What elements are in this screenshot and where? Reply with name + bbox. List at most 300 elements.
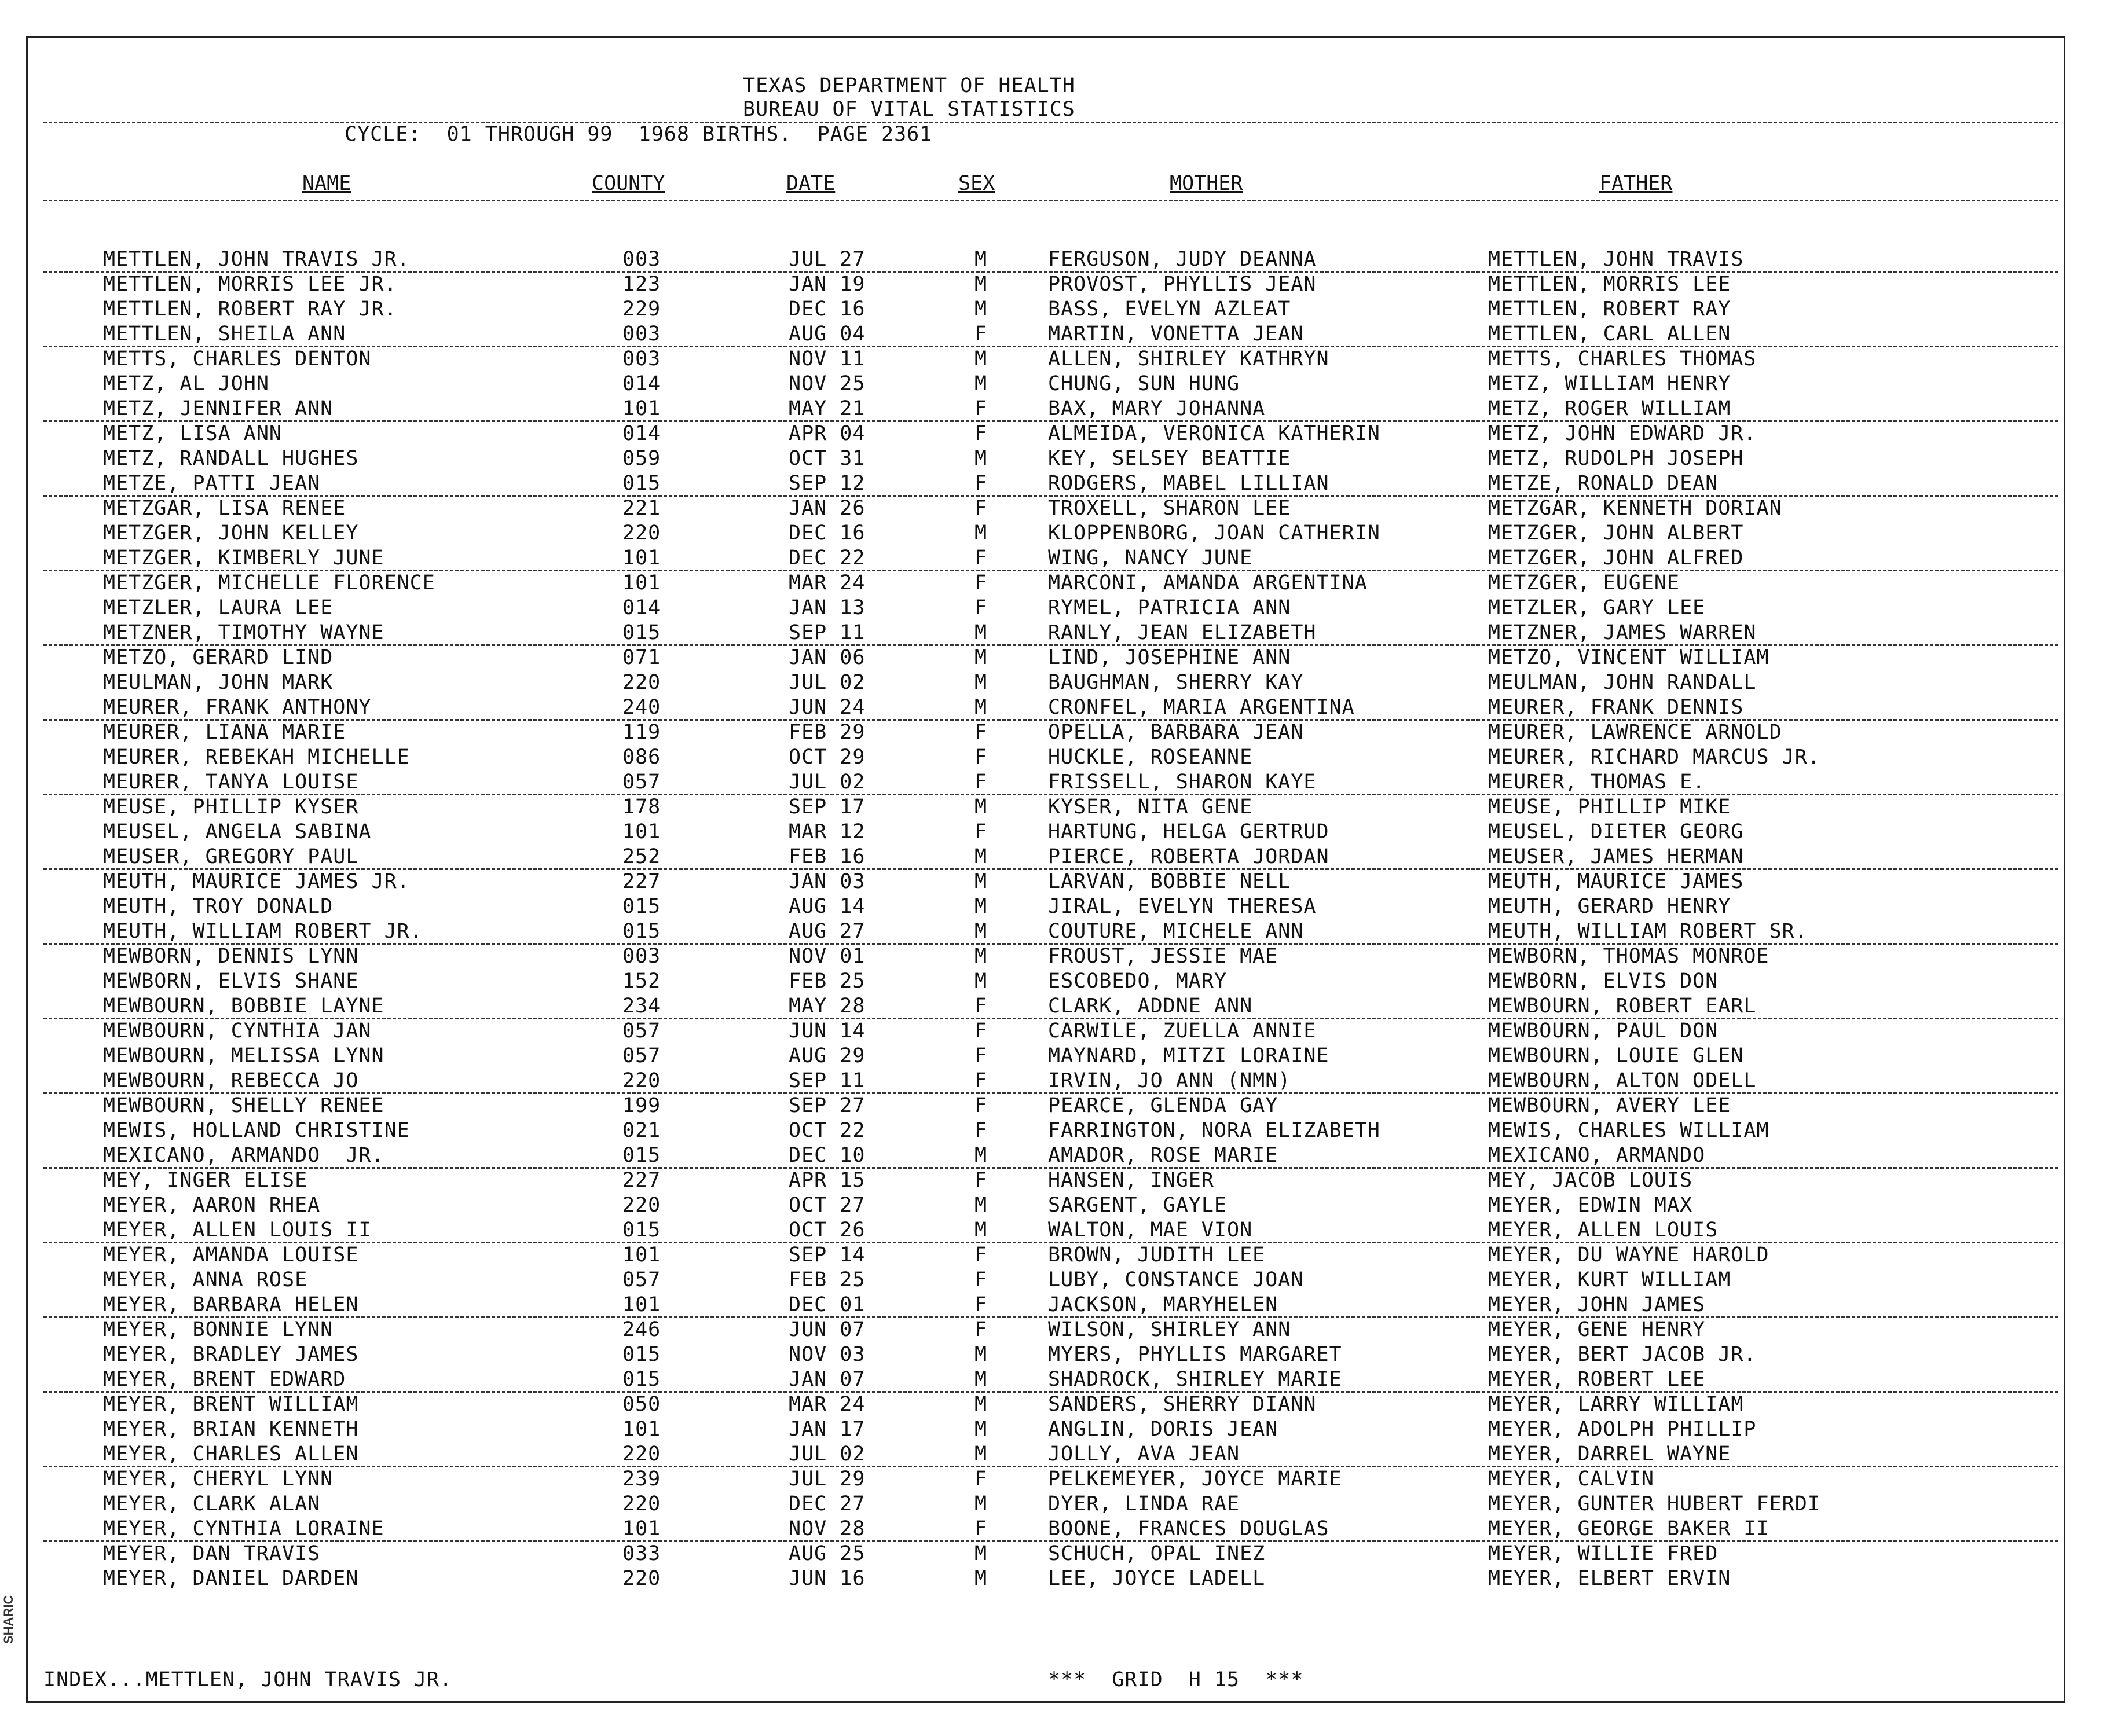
table-row: [0, 248, 2125, 273]
record-date: JAN 06: [789, 646, 866, 669]
record-county: 057: [622, 1268, 661, 1291]
record-name: METZGER, JOHN KELLEY: [103, 522, 359, 545]
row-group-divider: [43, 570, 2058, 571]
record-name: METTS, CHARLES DENTON: [103, 347, 372, 370]
record-date: JUN 07: [789, 1318, 866, 1341]
record-mother: RANLY, JEAN ELIZABETH: [1048, 621, 1317, 644]
record-father: MEYER, BERT JACOB JR.: [1488, 1343, 1757, 1366]
table-row: [0, 820, 2125, 845]
record-county: 003: [622, 945, 661, 968]
record-mother: TROXELL, SHARON LEE: [1048, 497, 1291, 520]
record-sex: F: [974, 746, 988, 769]
record-name: MEUSE, PHILLIP KYSER: [103, 795, 359, 819]
record-father: MEYER, CALVIN: [1488, 1467, 1654, 1491]
record-name: METZGER, KIMBERLY JUNE: [103, 546, 384, 570]
record-name: MEYER, BRENT WILLIAM: [103, 1393, 359, 1416]
record-sex: M: [974, 895, 988, 918]
record-county: 033: [622, 1542, 661, 1565]
record-sex: M: [974, 1218, 988, 1242]
record-mother: HANSEN, INGER: [1048, 1169, 1214, 1192]
record-sex: M: [974, 1443, 988, 1466]
record-date: JAN 17: [789, 1418, 866, 1441]
table-row: [0, 1218, 2125, 1243]
record-county: 057: [622, 1044, 661, 1067]
record-mother: MARTIN, VONETTA JEAN: [1048, 322, 1304, 346]
record-county: 101: [622, 820, 661, 843]
record-name: MEYER, CHERYL LYNN: [103, 1467, 334, 1491]
record-father: METZO, VINCENT WILLIAM: [1488, 646, 1769, 669]
record-county: 057: [622, 770, 661, 794]
record-county: 021: [622, 1119, 661, 1142]
record-date: NOV 25: [789, 372, 866, 395]
record-date: OCT 27: [789, 1194, 866, 1217]
record-sex: M: [974, 1343, 988, 1366]
record-mother: COUTURE, MICHELE ANN: [1048, 920, 1304, 943]
record-father: MEUTH, MAURICE JAMES: [1488, 870, 1744, 893]
table-row: [0, 1517, 2125, 1542]
table-row: [0, 497, 2125, 522]
record-county: 015: [622, 1343, 661, 1366]
record-date: JAN 26: [789, 497, 866, 520]
record-mother: SCHUCH, OPAL INEZ: [1048, 1542, 1266, 1565]
table-row: [0, 273, 2125, 298]
table-row: [0, 422, 2125, 447]
record-father: MEYER, JOHN JAMES: [1488, 1293, 1706, 1316]
record-county: 220: [622, 1069, 661, 1092]
table-row: [0, 472, 2125, 497]
record-father: MEYER, DARREL WAYNE: [1488, 1443, 1731, 1466]
record-date: SEP 11: [789, 621, 866, 644]
record-name: MEWBOURN, BOBBIE LAYNE: [103, 994, 384, 1018]
record-sex: M: [974, 248, 988, 271]
row-group-divider: [43, 271, 2058, 273]
record-sex: F: [974, 422, 988, 445]
row-group-divider: [43, 719, 2058, 721]
record-mother: HARTUNG, HELGA GERTRUD: [1048, 820, 1329, 843]
row-group-divider: [43, 495, 2058, 497]
record-father: MEYER, ELBERT ERVIN: [1488, 1567, 1731, 1590]
record-date: DEC 22: [789, 546, 866, 570]
record-mother: FARRINGTON, NORA ELIZABETH: [1048, 1119, 1380, 1142]
record-mother: JIRAL, EVELYN THERESA: [1048, 895, 1317, 918]
record-date: JUL 02: [789, 671, 866, 694]
record-mother: ESCOBEDO, MARY: [1048, 970, 1228, 993]
record-sex: F: [974, 1094, 988, 1117]
record-father: MEWBOURN, AVERY LEE: [1488, 1094, 1731, 1117]
table-row: [0, 845, 2125, 870]
record-sex: M: [974, 273, 988, 296]
record-name: MEUTH, MAURICE JAMES JR.: [103, 870, 410, 893]
record-sex: M: [974, 347, 988, 370]
table-row: [0, 1019, 2125, 1044]
table-row: [0, 795, 2125, 820]
record-county: 234: [622, 994, 661, 1018]
record-father: MEYER, LARRY WILLIAM: [1488, 1393, 1744, 1416]
record-name: MEYER, BRADLEY JAMES: [103, 1343, 359, 1366]
record-county: 050: [622, 1393, 661, 1416]
record-date: NOV 01: [789, 945, 866, 968]
record-father: MEURER, LAWRENCE ARNOLD: [1488, 721, 1782, 744]
record-sex: M: [974, 372, 988, 395]
record-mother: FROUST, JESSIE MAE: [1048, 945, 1278, 968]
row-group-divider: [43, 644, 2058, 646]
record-name: MEYER, ALLEN LOUIS II: [103, 1218, 372, 1242]
record-father: METZ, ROGER WILLIAM: [1488, 397, 1731, 420]
record-name: MEYER, ANNA ROSE: [103, 1268, 308, 1291]
table-row: [0, 1144, 2125, 1169]
record-mother: MARCONI, AMANDA ARGENTINA: [1048, 571, 1368, 594]
record-date: DEC 27: [789, 1492, 866, 1515]
record-county: 239: [622, 1467, 661, 1491]
record-date: JAN 07: [789, 1368, 866, 1391]
table-row: [0, 1418, 2125, 1443]
record-name: METZGAR, LISA RENEE: [103, 497, 346, 520]
col-header-father: FATHER: [1599, 172, 1673, 195]
record-sex: M: [974, 870, 988, 893]
record-sex: F: [974, 596, 988, 619]
record-date: MAY 21: [789, 397, 866, 420]
record-sex: M: [974, 1393, 988, 1416]
record-date: SEP 12: [789, 472, 866, 495]
record-mother: WING, NANCY JUNE: [1048, 546, 1253, 570]
record-mother: RODGERS, MABEL LILLIAN: [1048, 472, 1329, 495]
record-name: MEXICANO, ARMANDO JR.: [103, 1144, 384, 1167]
column-header-divider: [43, 200, 2058, 201]
record-name: MEYER, AARON RHEA: [103, 1194, 321, 1217]
record-sex: F: [974, 571, 988, 594]
record-father: MEYER, GEORGE BAKER II: [1488, 1517, 1769, 1540]
table-row: [0, 1243, 2125, 1268]
table-row: [0, 1542, 2125, 1567]
record-father: METTLEN, ROBERT RAY: [1488, 298, 1731, 321]
record-mother: PROVOST, PHYLLIS JEAN: [1048, 273, 1317, 296]
record-sex: F: [974, 1268, 988, 1291]
record-date: JUN 24: [789, 696, 866, 719]
record-sex: M: [974, 646, 988, 669]
record-father: METZ, RUDOLPH JOSEPH: [1488, 447, 1744, 470]
record-name: MEUSER, GREGORY PAUL: [103, 845, 359, 868]
record-name: METZNER, TIMOTHY WAYNE: [103, 621, 384, 644]
row-group-divider: [43, 868, 2058, 870]
row-group-divider: [43, 1167, 2058, 1169]
table-row: [0, 347, 2125, 372]
record-name: METTLEN, SHEILA ANN: [103, 322, 346, 346]
record-name: METTLEN, JOHN TRAVIS JR.: [103, 248, 410, 271]
record-county: 101: [622, 1293, 661, 1316]
record-county: 152: [622, 970, 661, 993]
col-header-sex: SEX: [958, 172, 995, 195]
record-sex: M: [974, 945, 988, 968]
record-date: SEP 17: [789, 795, 866, 819]
record-mother: LUBY, CONSTANCE JOAN: [1048, 1268, 1304, 1291]
record-date: APR 15: [789, 1169, 866, 1192]
record-father: MEURER, THOMAS E.: [1488, 770, 1706, 794]
record-sex: M: [974, 1492, 988, 1515]
record-county: 015: [622, 1144, 661, 1167]
record-mother: ANGLIN, DORIS JEAN: [1048, 1418, 1278, 1441]
record-county: 059: [622, 447, 661, 470]
record-mother: WALTON, MAE VION: [1048, 1218, 1253, 1242]
record-county: 003: [622, 248, 661, 271]
table-row: [0, 546, 2125, 571]
record-mother: KLOPPENBORG, JOAN CATHERIN: [1048, 522, 1380, 545]
record-name: METZ, JENNIFER ANN: [103, 397, 334, 420]
record-name: MEY, INGER ELISE: [103, 1169, 308, 1192]
record-mother: MYERS, PHYLLIS MARGARET: [1048, 1343, 1342, 1366]
record-mother: MAYNARD, MITZI LORAINE: [1048, 1044, 1329, 1067]
record-father: METZE, RONALD DEAN: [1488, 472, 1719, 495]
record-sex: F: [974, 497, 988, 520]
record-date: SEP 11: [789, 1069, 866, 1092]
record-mother: DYER, LINDA RAE: [1048, 1492, 1240, 1515]
record-county: 015: [622, 621, 661, 644]
record-father: MEWBOURN, LOUIE GLEN: [1488, 1044, 1744, 1067]
table-row: [0, 870, 2125, 895]
record-father: METZGER, EUGENE: [1488, 571, 1680, 594]
record-mother: JACKSON, MARYHELEN: [1048, 1293, 1278, 1316]
header-agency: TEXAS DEPARTMENT OF HEALTH: [743, 74, 1075, 97]
record-name: MEWBOURN, SHELLY RENEE: [103, 1094, 384, 1117]
record-county: 229: [622, 298, 661, 321]
record-father: METZGER, JOHN ALBERT: [1488, 522, 1744, 545]
record-sex: F: [974, 1019, 988, 1043]
record-mother: PEARCE, GLENDA GAY: [1048, 1094, 1278, 1117]
record-sex: F: [974, 820, 988, 843]
record-sex: M: [974, 1144, 988, 1167]
record-father: MEXICANO, ARMANDO: [1488, 1144, 1706, 1167]
record-sex: M: [974, 1368, 988, 1391]
record-county: 015: [622, 472, 661, 495]
record-sex: F: [974, 1069, 988, 1092]
record-father: MEYER, DU WAYNE HAROLD: [1488, 1243, 1769, 1267]
table-row: [0, 671, 2125, 696]
record-county: 240: [622, 696, 661, 719]
table-row: [0, 1467, 2125, 1492]
record-county: 101: [622, 546, 661, 570]
record-sex: M: [974, 1418, 988, 1441]
record-sex: M: [974, 447, 988, 470]
table-row: [0, 1318, 2125, 1343]
table-row: [0, 1567, 2125, 1592]
record-mother: BAUGHMAN, SHERRY KAY: [1048, 671, 1304, 694]
record-mother: LEE, JOYCE LADELL: [1048, 1567, 1266, 1590]
record-father: METTS, CHARLES THOMAS: [1488, 347, 1757, 370]
record-father: MEURER, FRANK DENNIS: [1488, 696, 1744, 719]
record-name: MEWBOURN, REBECCA JO: [103, 1069, 359, 1092]
record-sex: F: [974, 770, 988, 794]
record-name: MEURER, LIANA MARIE: [103, 721, 346, 744]
table-row: [0, 970, 2125, 994]
record-father: MEYER, ALLEN LOUIS: [1488, 1218, 1719, 1242]
record-name: MEYER, BONNIE LYNN: [103, 1318, 334, 1341]
record-mother: CARWILE, ZUELLA ANNIE: [1048, 1019, 1317, 1043]
record-name: MEYER, AMANDA LOUISE: [103, 1243, 359, 1267]
record-date: JAN 03: [789, 870, 866, 893]
record-father: MEYER, ADOLPH PHILLIP: [1488, 1418, 1757, 1441]
record-mother: CHUNG, SUN HUNG: [1048, 372, 1240, 395]
record-county: 003: [622, 322, 661, 346]
record-mother: CRONFEL, MARIA ARGENTINA: [1048, 696, 1355, 719]
record-county: 101: [622, 1243, 661, 1267]
record-father: MEYER, EDWIN MAX: [1488, 1194, 1693, 1217]
record-date: OCT 31: [789, 447, 866, 470]
record-mother: ALMEIDA, VERONICA KATHERIN: [1048, 422, 1380, 445]
record-father: MEWBORN, ELVIS DON: [1488, 970, 1719, 993]
record-mother: PIERCE, ROBERTA JORDAN: [1048, 845, 1329, 868]
record-date: DEC 10: [789, 1144, 866, 1167]
record-sex: M: [974, 970, 988, 993]
record-sex: F: [974, 1119, 988, 1142]
record-mother: AMADOR, ROSE MARIE: [1048, 1144, 1278, 1167]
record-date: AUG 29: [789, 1044, 866, 1067]
record-name: MEUSEL, ANGELA SABINA: [103, 820, 372, 843]
record-mother: PELKEMEYER, JOYCE MARIE: [1048, 1467, 1342, 1491]
record-father: MEUSE, PHILLIP MIKE: [1488, 795, 1731, 819]
record-sex: M: [974, 920, 988, 943]
record-sex: M: [974, 1567, 988, 1590]
record-name: MEUTH, WILLIAM ROBERT JR.: [103, 920, 423, 943]
table-row: [0, 721, 2125, 746]
record-name: METTLEN, ROBERT RAY JR.: [103, 298, 397, 321]
record-date: OCT 26: [789, 1218, 866, 1242]
record-date: APR 04: [789, 422, 866, 445]
row-group-divider: [43, 1316, 2058, 1318]
record-mother: WILSON, SHIRLEY ANN: [1048, 1318, 1291, 1341]
record-sex: F: [974, 472, 988, 495]
header-cycle: CYCLE: 01 THROUGH 99 1968 BIRTHS. PAGE 2361: [345, 123, 933, 146]
record-mother: ALLEN, SHIRLEY KATHRYN: [1048, 347, 1329, 370]
record-county: 220: [622, 1194, 661, 1217]
record-date: SEP 14: [789, 1243, 866, 1267]
record-mother: HUCKLE, ROSEANNE: [1048, 746, 1253, 769]
record-name: MEUTH, TROY DONALD: [103, 895, 334, 918]
record-father: MEYER, GENE HENRY: [1488, 1318, 1706, 1341]
record-father: MEUTH, WILLIAM ROBERT SR.: [1488, 920, 1808, 943]
record-date: OCT 29: [789, 746, 866, 769]
record-mother: IRVIN, JO ANN (NMN): [1048, 1069, 1291, 1092]
record-name: MEYER, CLARK ALAN: [103, 1492, 321, 1515]
record-date: MAR 24: [789, 1393, 866, 1416]
record-county: 015: [622, 1218, 661, 1242]
table-row: [0, 1492, 2125, 1517]
record-county: 071: [622, 646, 661, 669]
row-group-divider: [43, 1391, 2058, 1393]
record-father: MEUSEL, DIETER GEORG: [1488, 820, 1744, 843]
record-name: MEWBORN, DENNIS LYNN: [103, 945, 359, 968]
table-row: [0, 1368, 2125, 1393]
record-date: AUG 04: [789, 322, 866, 346]
record-name: MEYER, CHARLES ALLEN: [103, 1443, 359, 1466]
record-date: JUL 29: [789, 1467, 866, 1491]
record-county: 101: [622, 397, 661, 420]
record-county: 246: [622, 1318, 661, 1341]
record-county: 123: [622, 273, 661, 296]
record-county: 220: [622, 671, 661, 694]
record-name: MEYER, BRENT EDWARD: [103, 1368, 346, 1391]
table-row: [0, 1343, 2125, 1368]
table-row: [0, 522, 2125, 546]
record-sex: M: [974, 522, 988, 545]
table-row: [0, 994, 2125, 1019]
record-county: 101: [622, 571, 661, 594]
record-date: MAR 24: [789, 571, 866, 594]
record-name: MEURER, FRANK ANTHONY: [103, 696, 372, 719]
record-name: METTLEN, MORRIS LEE JR.: [103, 273, 397, 296]
col-header-name: NAME: [302, 172, 351, 195]
record-sex: M: [974, 696, 988, 719]
record-father: METZ, JOHN EDWARD JR.: [1488, 422, 1757, 445]
record-county: 119: [622, 721, 661, 744]
record-county: 015: [622, 895, 661, 918]
record-county: 178: [622, 795, 661, 819]
record-date: JUN 16: [789, 1567, 866, 1590]
record-father: MEURER, RICHARD MARCUS JR.: [1488, 746, 1820, 769]
table-row: [0, 1194, 2125, 1218]
record-date: AUG 14: [789, 895, 866, 918]
table-row: [0, 920, 2125, 945]
record-mother: BASS, EVELYN AZLEAT: [1048, 298, 1291, 321]
record-date: DEC 16: [789, 298, 866, 321]
table-row: [0, 696, 2125, 721]
record-county: 220: [622, 1492, 661, 1515]
record-sex: F: [974, 1467, 988, 1491]
record-county: 220: [622, 1443, 661, 1466]
record-sex: F: [974, 546, 988, 570]
record-county: 227: [622, 1169, 661, 1192]
table-row: [0, 1094, 2125, 1119]
record-county: 057: [622, 1019, 661, 1043]
record-name: MEURER, REBEKAH MICHELLE: [103, 746, 410, 769]
record-mother: RYMEL, PATRICIA ANN: [1048, 596, 1291, 619]
record-father: MEUTH, GERARD HENRY: [1488, 895, 1731, 918]
record-mother: LIND, JOSEPHINE ANN: [1048, 646, 1291, 669]
record-name: MEWBORN, ELVIS SHANE: [103, 970, 359, 993]
record-father: MEY, JACOB LOUIS: [1488, 1169, 1693, 1192]
record-name: MEYER, CYNTHIA LORAINE: [103, 1517, 384, 1540]
table-row: [0, 372, 2125, 397]
record-sex: M: [974, 621, 988, 644]
row-group-divider: [43, 346, 2058, 347]
record-mother: KYSER, NITA GENE: [1048, 795, 1253, 819]
record-father: MEUSER, JAMES HERMAN: [1488, 845, 1744, 868]
record-name: MEWBOURN, MELISSA LYNN: [103, 1044, 384, 1067]
record-mother: LARVAN, BOBBIE NELL: [1048, 870, 1291, 893]
record-mother: SARGENT, GAYLE: [1048, 1194, 1228, 1217]
record-date: AUG 25: [789, 1542, 866, 1565]
table-row: [0, 447, 2125, 472]
record-father: MEWIS, CHARLES WILLIAM: [1488, 1119, 1769, 1142]
table-row: [0, 397, 2125, 422]
table-row: [0, 895, 2125, 920]
record-sex: F: [974, 1243, 988, 1267]
record-sex: F: [974, 994, 988, 1018]
row-group-divider: [43, 1466, 2058, 1467]
record-father: METZLER, GARY LEE: [1488, 596, 1706, 619]
record-name: METZE, PATTI JEAN: [103, 472, 321, 495]
row-group-divider: [43, 420, 2058, 422]
record-sex: F: [974, 1169, 988, 1192]
record-father: MEWBOURN, PAUL DON: [1488, 1019, 1719, 1043]
footer-grid: *** GRID H 15 ***: [1048, 1668, 1304, 1691]
record-mother: KEY, SELSEY BEATTIE: [1048, 447, 1291, 470]
record-sex: M: [974, 845, 988, 868]
record-date: MAY 28: [789, 994, 866, 1018]
table-row: [0, 596, 2125, 621]
record-name: MEYER, BARBARA HELEN: [103, 1293, 359, 1316]
record-sex: F: [974, 1293, 988, 1316]
record-sex: F: [974, 1318, 988, 1341]
record-name: MEWIS, HOLLAND CHRISTINE: [103, 1119, 410, 1142]
